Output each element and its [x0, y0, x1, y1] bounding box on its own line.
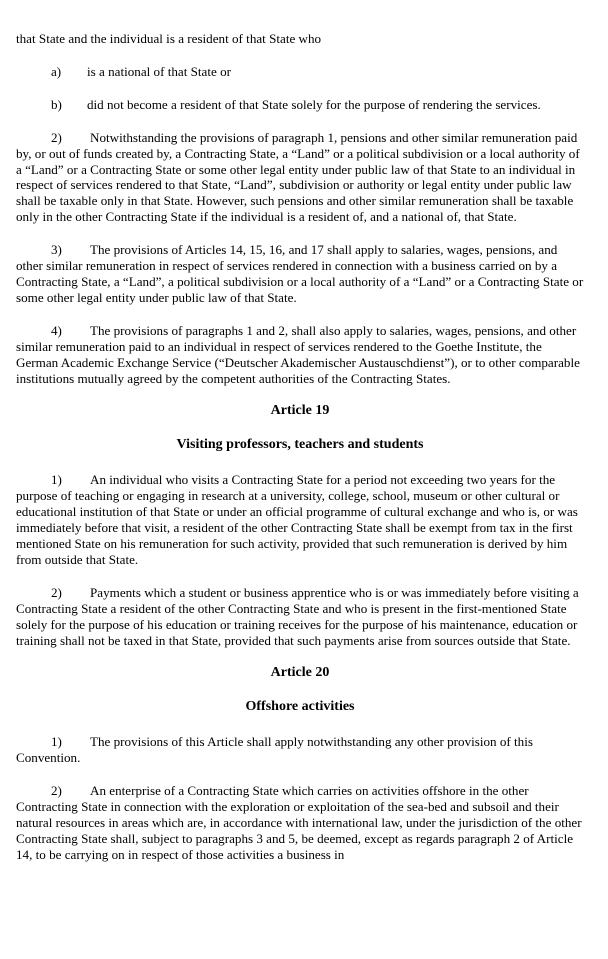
sub-item-b	[16, 97, 584, 113]
art19-paragraph-1	[16, 472, 584, 567]
paragraph-number: 2)	[51, 129, 62, 145]
art18-paragraph-3	[16, 242, 584, 306]
paragraph-number: 2)	[51, 584, 62, 600]
sub-item-label: a)	[51, 63, 62, 79]
paragraph-number: 1)	[51, 472, 62, 488]
paragraph-text: Payments which a student or business apprentice who is or was immediately before visiting a Contracting State a resident of the other Contracting State and who is present in the first-mentioned State solely for the purpose of his education or training receives for the purpose of his maintenance, education or training shall not be taxed in that State, provided that such payments arise from sources outside that State.	[16, 584, 579, 648]
article-19-subtitle: Visiting professors, teachers and students	[176, 437, 424, 453]
sub-item-a	[16, 64, 584, 80]
paragraph-text: Notwithstanding the provisions of paragraph 1, pensions and other similar remuneration paid by, or out of funds created by, a Contracting State, a “Land” or a political subdivision or a local authority of a “Land” or a Contracting State or some other legal entity under public law of that State to an individual in respect of services rendered to that State, “Land”, subdivision or authority or legal entity under public law shall be taxable only in that State. However, such pensions and other similar remuneration shall be taxable only in the other Contracting State if the individual is a resident of, and a national of, that State.	[16, 129, 580, 225]
paragraph-text: The provisions of Articles 14, 15, 16, and 17 shall apply to salaries, wages, pensions, and other similar remuneration in respect of services rendered in connection with a business carried on by a Contracting State, a “Land”, a political subdivision or a local authority of a “Land” or a Contracting State or some other legal entity under public law of that State.	[16, 242, 584, 305]
art18-paragraph-2	[16, 130, 584, 225]
paragraph-text: An enterprise of a Contracting State which carries on activities offshore in the other Contracting State in connection with the exploration or exploitation of the sea-bed and subsoil and their natural resources in areas which are, in accordance with international law, under the jurisdiction of the other Contracting State shall, subject to paragraphs 3 and 5, be deemed, except as regards paragraph 2 of Article 14, to be carrying on in respect of those activities a business in	[16, 783, 582, 862]
article-20-subtitle: Offshore activities	[245, 699, 355, 715]
paragraph-number: 2)	[51, 783, 62, 799]
article-20-title: Article 20	[270, 665, 330, 681]
lead-text: that State and the individual is a resident of that State who	[16, 31, 322, 46]
art18-paragraph-4	[16, 323, 584, 387]
paragraph-number: 3)	[51, 242, 62, 258]
sub-item-text: did not become a resident of that State solely for the purpose of rendering the services.	[87, 96, 541, 112]
paragraph-text: The provisions of paragraphs 1 and 2, shall also apply to salaries, wages, pensions, and other similar remuneration paid to an individual in respect of services rendered to the Goethe Institute, the German Academic Exchange Service (“Deutscher Akademischer Austauschdienst”), or to other comparable institutions mutually agreed by the competent authorities of the Contracting States.	[16, 322, 580, 386]
article-19-title: Article 19	[270, 403, 330, 419]
art20-paragraph-2	[16, 783, 584, 863]
paragraph-text: The provisions of this Article shall apply notwithstanding any other provision of this Convention.	[16, 734, 533, 766]
paragraph-text: An individual who visits a Contracting State for a period not exceeding two years for the purpose of teaching or engaging in research at a university, college, school, museum or other cultural or educational institution of that State or under an official programme of cultural exchange and who is, or was immediately before that visit, a resident of the other Contracting State shall be exempt from tax in the first mentioned State on his remuneration for such activity, provided that such remuneration is derived by him from outside that State.	[16, 472, 578, 567]
paragraph-number: 1)	[51, 734, 62, 750]
sub-item-text: is a national of that State or	[87, 63, 231, 79]
paragraph-number: 4)	[51, 322, 62, 338]
art20-paragraph-1	[16, 734, 584, 766]
sub-item-label: b)	[51, 96, 62, 112]
art19-paragraph-2	[16, 585, 584, 649]
